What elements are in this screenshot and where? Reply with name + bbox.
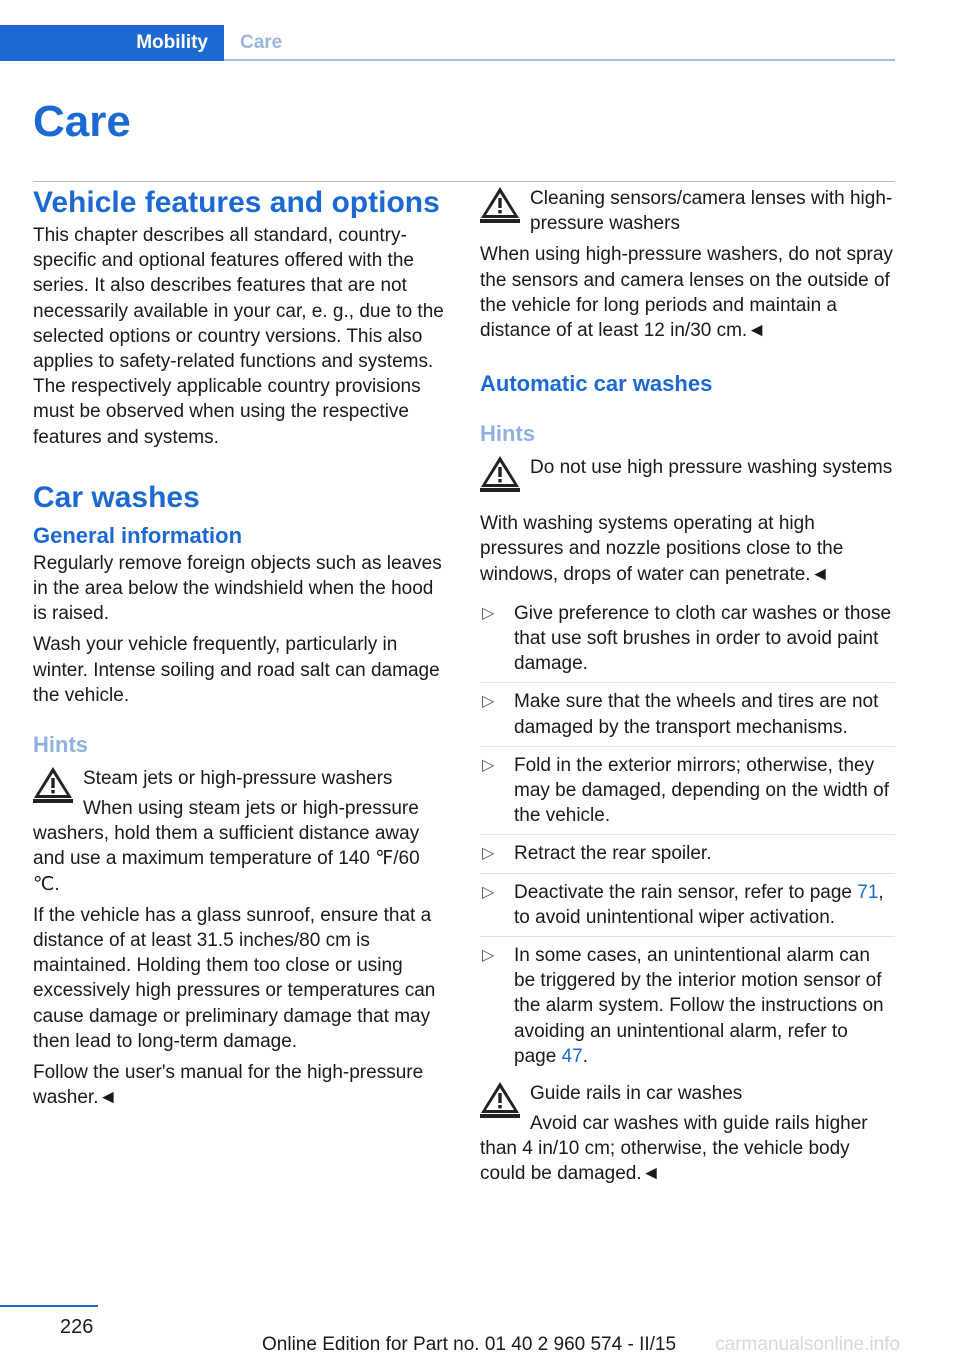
page-title: Care bbox=[33, 97, 131, 146]
warning-triangle-icon bbox=[480, 186, 520, 223]
footer-rule bbox=[0, 1305, 98, 1307]
warning-title: Guide rails in car washes bbox=[530, 1083, 743, 1105]
warning-title: Steam jets or high-pressure washers bbox=[83, 768, 393, 790]
heading-automatic-car-washes: Automatic car washes bbox=[480, 371, 713, 397]
tab-underline bbox=[224, 59, 895, 61]
warning-body: Avoid car washes with guide rails higher than 4 in/10 cm; otherwise, the vehicle body could be damaged.◄ bbox=[480, 1113, 868, 1185]
page-link-47[interactable]: 47 bbox=[561, 1045, 583, 1067]
triangle-bullet-icon: ▷ bbox=[482, 845, 495, 863]
list-item: ▷ In some cases, an unintentional alarm can be triggered by the interior motion sensor of the alarm system. Follow the instructions on avoiding an unintentional alarm, refer to page 47. bbox=[482, 945, 884, 1067]
chapter-tabbar bbox=[0, 25, 895, 61]
list-item: ▷ Retract the rear spoiler. bbox=[480, 841, 895, 873]
paragraph-sunroof: If the vehicle has a glass sunroof, ensure that a distance of at least 31.5 inches/80 cm is maintained. Holding them too close or using excessively high pressures or temperatures can cause damage or preliminary damage that may then lead to long-term damage. bbox=[33, 904, 436, 1052]
list-item: ▷ Make sure that the wheels and tires are not damaged by the transport mechanisms. bbox=[480, 689, 895, 746]
list-item: ▷ Fold in the exterior mirrors; otherwise, they may be damaged, depending on the width of the vehicle. bbox=[480, 753, 895, 836]
triangle-bullet-icon: ▷ bbox=[482, 693, 495, 711]
heading-car-washes: Car washes bbox=[33, 480, 200, 514]
paragraph-vehicle-features: This chapter describes all standard, country-specific and optional features offered with the series. It also describes features that are not necessarily available in your car, e. g., due to the selected options or country versions. This also applies to safety-related functions and systems. The respectively applicable country provisions must be observed when using the respective features and systems. bbox=[33, 225, 444, 448]
right-column bbox=[480, 182, 895, 1187]
list-item: ▷ Give preference to cloth car washes or those that use soft brushes in order to avoid paint damage. bbox=[480, 601, 895, 684]
warning-triangle-icon bbox=[480, 455, 520, 492]
warning-title: Do not use high pressure washing systems bbox=[530, 457, 893, 479]
warning-sensors-cameras bbox=[480, 186, 895, 236]
warning-body: With washing systems operating at high pressures and nozzle positions close to the windows, drops of water can penetrate.◄ bbox=[480, 513, 844, 585]
triangle-bullet-icon: ▷ bbox=[482, 604, 495, 622]
bullet-list bbox=[480, 601, 895, 1075]
paragraph-general-1: Regularly remove foreign objects such as leaves in the area below the windshield when the hood is raised. bbox=[33, 552, 442, 625]
edition-text: Online Edition for Part no. 01 40 2 960 574 - II/15 bbox=[262, 1334, 677, 1355]
tab-mobility[interactable]: Mobility bbox=[0, 25, 224, 61]
tab-care[interactable]: Care bbox=[240, 32, 283, 53]
warning-triangle-icon bbox=[480, 1081, 520, 1118]
watermark: carmanualsonline.info bbox=[715, 1334, 900, 1355]
warning-steam-jets bbox=[33, 766, 446, 816]
triangle-bullet-icon: ▷ bbox=[482, 756, 495, 774]
page-link-71[interactable]: 71 bbox=[857, 881, 879, 903]
triangle-bullet-icon: ▷ bbox=[482, 883, 495, 901]
triangle-bullet-icon: ▷ bbox=[482, 947, 495, 965]
warning-body: When using high-pressure washers, do not spray the sensors and camera lenses on the outside of the vehicle for long periods and maintain a distance of at least 12 in/30 cm.◄ bbox=[480, 244, 893, 342]
list-item: ▷ Deactivate the rain sensor, refer to page 71, to avoid unintentional wiper activation. bbox=[480, 880, 895, 937]
warning-high-pressure-systems bbox=[480, 455, 895, 505]
heading-vehicle-features: Vehicle features and options bbox=[33, 186, 440, 219]
warning-title: Cleaning sensors/camera lenses with high-pressure washers bbox=[530, 188, 893, 235]
page-number: 226 bbox=[60, 1316, 94, 1338]
heading-general-information: General information bbox=[33, 522, 243, 548]
left-column bbox=[33, 182, 446, 1110]
heading-hints: Hints bbox=[480, 421, 535, 447]
warning-body: When using steam jets or high-pressure washers, hold them a sufficient distance away and use a maximum temperature of 140 ℉/60 ℃. bbox=[33, 798, 420, 895]
warning-triangle-icon bbox=[33, 766, 73, 803]
paragraph-users-manual: Follow the user's manual for the high-pressure washer.◄ bbox=[33, 1062, 424, 1109]
paragraph-general-2: Wash your vehicle frequently, particularly in winter. Intense soiling and road salt can damage the vehicle. bbox=[33, 634, 440, 706]
warning-guide-rails bbox=[480, 1081, 895, 1131]
heading-hints: Hints bbox=[33, 732, 88, 758]
